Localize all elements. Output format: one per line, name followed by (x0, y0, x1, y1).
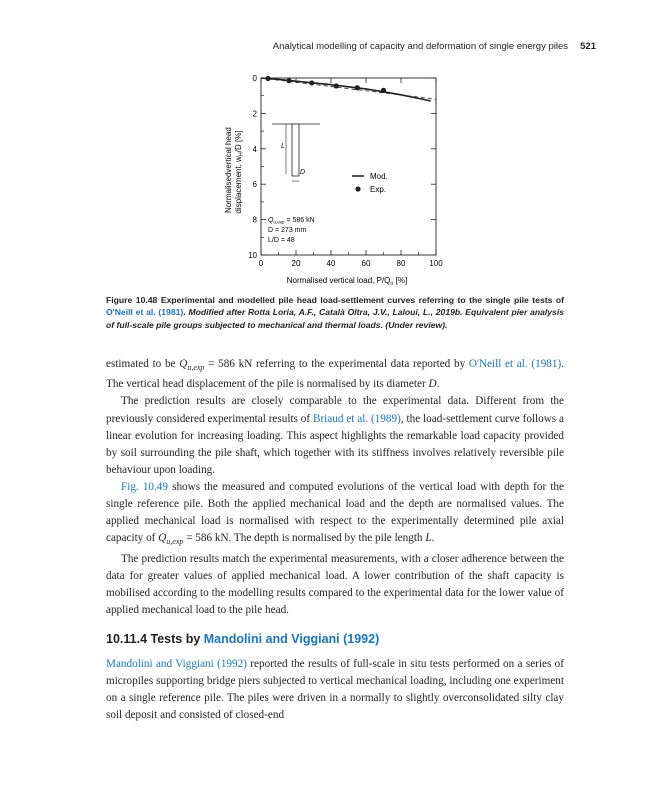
experimental-point (309, 80, 314, 85)
diameter-label: D = 273 mm (268, 227, 307, 234)
experimental-point (286, 78, 291, 83)
briaud-reference-link[interactable]: Briaud et al. (1989) (312, 412, 401, 425)
running-title: Analytical modelling of capacity and deformation of single energy piles (272, 41, 568, 52)
x-tick-label: 0 (258, 259, 264, 268)
pile-shaft (292, 124, 299, 176)
legend-exp-marker (355, 186, 360, 191)
body-text (106, 356, 564, 619)
y-axis-label: Normalisedvertical head displacement, wH/D [%] (224, 127, 245, 214)
x-axis-label: Normalised vertical load, P/Qu [%] (286, 276, 408, 287)
y-tick-label: 8 (252, 215, 257, 225)
chart-legend (352, 172, 388, 194)
chart-series (261, 76, 436, 101)
page-number: 521 (580, 41, 596, 52)
paragraph-1 (106, 356, 564, 393)
model-curve (261, 78, 431, 101)
p2-text-b: , the load-settlement curve follows a linear evolution for increasing loading. This aspect highlights the remarkable load capacity provided by soil surrounding the pile shaft, which together with its stiffness involves relatively reversible pile behaviour upon loading. (106, 412, 564, 476)
p3-text-a: shows the measured and computed evolutions of the vertical load with depth for the single reference pile. Both the applied mechanical load and the depth are normalised values. The applied mechanical load is normalised with respect to the experimentally determined pile axial capacity of (106, 480, 564, 545)
pile-schematic-inset (268, 124, 320, 244)
q-subscript-2: u,exp (166, 537, 184, 547)
caption-reference-link[interactable]: O'Neill et al. (1981) (106, 307, 184, 318)
paragraph-2 (106, 393, 564, 478)
y-tick-label: 10 (248, 251, 257, 260)
x-tick-label: 80 (396, 259, 406, 268)
p1-text-b: = 586 kN referring to the experimental data reported by (204, 358, 469, 370)
section-heading (106, 632, 564, 646)
p3-symbol-l: L (425, 532, 432, 545)
p1-text-a: estimated to be (106, 358, 180, 370)
paragraph-3 (106, 479, 564, 551)
q-subscript: u,exp (187, 363, 205, 373)
x-tick-label: 100 (429, 259, 443, 268)
p3-text-d: . (431, 532, 435, 545)
y-tick-label: 2 (252, 109, 257, 119)
length-symbol: L (281, 143, 285, 150)
p1-symbol-d: D (428, 378, 437, 391)
q-symbol-2: Q (158, 532, 167, 545)
x-tick-label: 60 (361, 259, 371, 268)
diameter-symbol: D (300, 169, 306, 176)
caption-modified-note: Modified after Rotta Loria, A.F., Català Oltra, J.V., Laloui, L., 2019b. Equivalent pier analysis of full-scale pile groups subjected to mechanical and thermal loads. (Under review). (106, 307, 565, 330)
p2-text-a: The prediction results are closely comparable to the experimental data. Different from the previously considered experimental results of (106, 395, 564, 425)
p5-text: reported the results of full-scale in situ tests performed on a series of micropiles supporting bridge piers subjected to vertical mechanical loading, including one experiment on a single reference pile. The piles were driven in a normally to slightly overconsolidated silty clay soil deposit and consisted of closed-end (106, 658, 564, 722)
p1-text-e: . (436, 378, 440, 391)
caption-dot: . (183, 307, 186, 318)
mandolini-reference-link[interactable]: Mandolini and Viggiani (1992) (106, 658, 247, 670)
p1-text-c: . The vertical head displacement of the pile is normalised by its diameter (106, 358, 564, 391)
legend-exp-label: Exp. (370, 185, 387, 194)
load-settlement-chart (210, 62, 450, 288)
y-tick-label: 4 (252, 144, 257, 154)
caption-text: Experimental and modelled pile head load-settlement curves referring to the single pile tests of (160, 295, 565, 305)
figure-label: Figure 10.48 (106, 295, 158, 305)
experimental-point (381, 88, 386, 93)
capacity-label: $Q_{u,exp} = 586$ kN (268, 217, 315, 225)
paragraph-5 (106, 656, 564, 724)
section-reference-link[interactable]: Mandolini and Viggiani (1992) (203, 632, 380, 646)
x-tick-label: 40 (326, 259, 336, 268)
y-tick-label: 0 (252, 74, 257, 83)
figure-reference-link[interactable]: Fig. 10.49 (121, 480, 168, 493)
y-tick-label: 6 (252, 180, 257, 190)
p3-text-b: = 586 kN. The depth is normalised by the pile length (183, 532, 426, 545)
slenderness-label: L/D = 48 (268, 237, 295, 244)
q-symbol: Q (179, 358, 188, 370)
legend-mod-label: Mod. (370, 172, 388, 181)
section-title: 10.11.4 Tests by (106, 632, 204, 646)
x-tick-label: 20 (291, 259, 301, 268)
body-text-2 (106, 656, 564, 724)
running-header (0, 41, 648, 57)
figure-caption (106, 294, 564, 331)
oneill-reference-link[interactable]: O'Neill et al. (1981) (468, 358, 562, 370)
experimental-point (334, 83, 339, 88)
paragraph-4: The prediction results match the experimental measurements, with a closer adherence between the data for greater values of applied mechanical load. A lower contribution of the shaft capacity is mobilised according to the modelling results compared to the experimental data for the lower value of applied mechanical load to the pile head. (106, 552, 564, 616)
